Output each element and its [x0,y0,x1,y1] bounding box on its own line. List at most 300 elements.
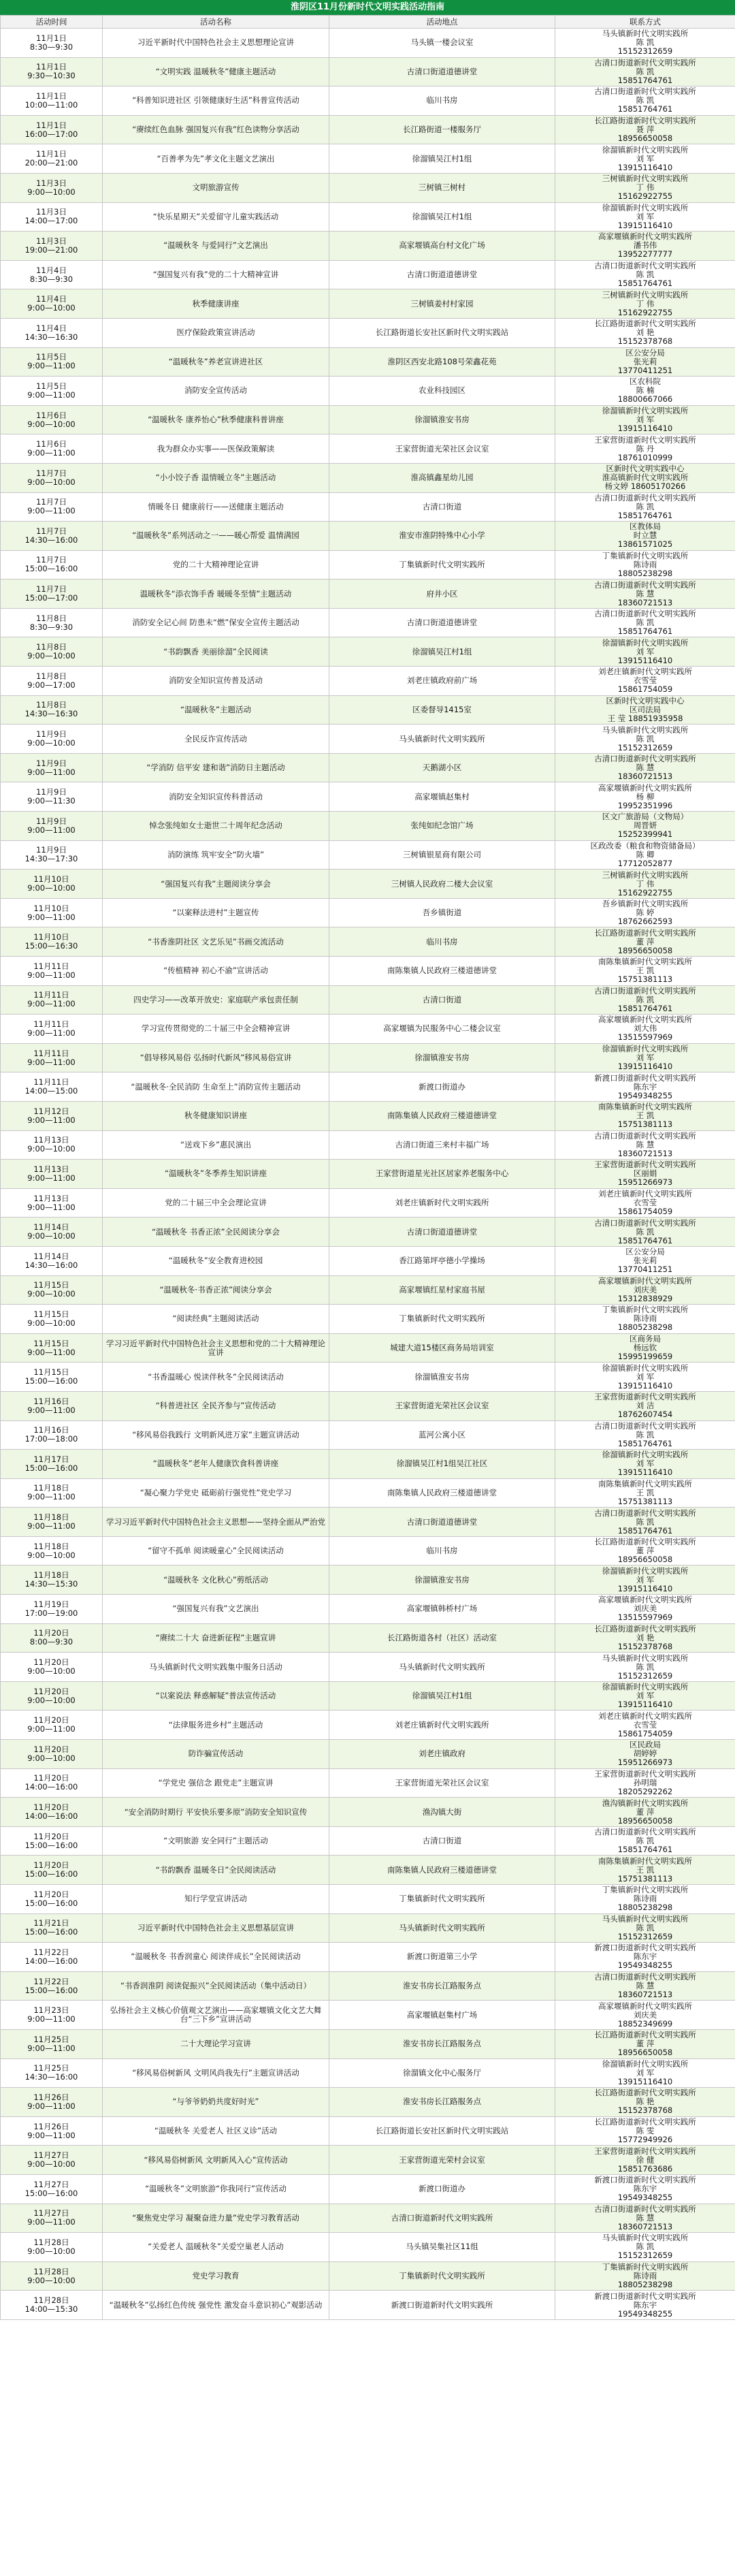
table-row [1,57,735,86]
contact-org: 长江路街道新时代文明实践所 [594,1623,696,1634]
activity-date: 11月20日 [33,1657,69,1668]
cell-time [1,86,103,116]
contact-phone: 15152312659 [617,1931,673,1941]
cell-activity-name: “凝心聚力学党史 砥砺前行强党性”党史学习 [103,1478,329,1508]
contact-org: 三树镇新时代文明实践所 [602,174,689,184]
activity-date: 11月18日 [33,1541,69,1551]
activity-time: 9:00—11:00 [27,767,76,777]
table-row [1,985,735,1015]
cell-activity-name: 秋季健康讲座 [103,289,329,319]
table-row [1,1218,735,1247]
cell-activity-name: “温暖秋冬”弘扬红色传统 强党性 激发奋斗意识初心”观影活动 [103,2291,329,2320]
activity-time: 9:00—10:00 [27,1231,76,1241]
cell-contact [555,870,735,899]
cell-place: 三树镇人民政府二楼大会议室 [329,870,555,899]
contact-person: 刘庆美 [633,1604,657,1614]
cell-time [1,1420,103,1450]
activity-time: 20:00—21:00 [24,158,78,168]
cell-place: 天鹅湖小区 [329,753,555,782]
contact-org: 区新时代文明实践中心 [606,695,685,705]
cell-activity-name: “文明旅游 安全同行”主题活动 [103,1826,329,1856]
cell-activity-name: 二十大理论学习宣讲 [103,2029,329,2058]
contact-person: 陈 婷 [636,908,655,918]
activity-date: 11月20日 [33,1715,69,1726]
cell-time [1,1913,103,1943]
cell-contact [555,812,735,841]
contact-org: 高家堰镇新时代文明实践所 [598,232,692,242]
table-row [1,1363,735,1392]
table-row [1,637,735,667]
activity-time: 14:30—16:00 [24,535,78,545]
cell-contact [555,1595,735,1624]
contact-org: 区政改委（粮食和物资储备局） [590,840,700,850]
contact-person: 陈 慧 [636,1981,655,1991]
contact-org: 徐溜镇新时代文明实践所 [602,1450,689,1460]
contact-person: 衣雪莹 [633,675,657,686]
contact-org: 刘老庄镇新时代文明实践所 [598,1189,692,1199]
contact-phone: 19549348255 [617,1960,673,1971]
activity-date: 11月3日 [36,236,67,246]
table-row [1,260,735,289]
activity-time: 9:00—11:00 [27,1028,76,1038]
contact-person: 陈 凯 [636,994,655,1004]
activity-date: 11月7日 [36,468,67,478]
table-row [1,86,735,116]
cell-time [1,522,103,551]
table-row [1,202,735,232]
contact-person: 陈东宇 [633,1081,657,1092]
contact-phone: 13952277777 [617,249,673,259]
activity-date: 11月20日 [33,1889,69,1899]
cell-time [1,1565,103,1595]
cell-place: 王家营街道光荣社区会议室 [329,1768,555,1798]
contact-phone: 18360721513 [617,1990,673,2000]
activity-date: 11月22日 [33,1976,69,1986]
cell-time [1,463,103,492]
activity-time: 9:00—11:00 [27,2101,76,2111]
cell-activity-name: “温暖秋冬”冬季养生知识讲座 [103,1160,329,1189]
activity-time: 9:00—10:00 [27,1666,76,1676]
activity-date: 11月18日 [33,1570,69,1580]
cell-contact [555,86,735,116]
cell-place: 高家堰镇红星村家庭书屋 [329,1275,555,1305]
activity-time: 15:00—16:00 [24,2188,78,2198]
contact-person: 陈 凯 [636,2242,655,2252]
contact-org: 古清口街道新时代文明实践所 [594,1218,696,1228]
cell-activity-name: “书香温暖心 悦读伴秋冬”全民阅读活动 [103,1363,329,1392]
activity-date: 11月5日 [36,381,67,391]
cell-place: 淮高镇鑫星幼儿园 [329,463,555,492]
table-row [1,1508,735,1537]
table-row [1,695,735,725]
contact-org: 马头镇新时代文明实践所 [602,29,689,39]
activity-date: 11月11日 [33,1019,69,1029]
cell-time [1,1856,103,1885]
cell-activity-name: “温暖秋冬”系列活动之一——暖心帮爱 温情满园 [103,522,329,551]
cell-activity-name: 党史学习教育 [103,2261,329,2291]
table-row [1,1826,735,1856]
cell-contact [555,782,735,812]
contact-person: 王 凯 [636,1111,655,1121]
cell-activity-name: “温暖秋冬”老年人健康饮食科普讲座 [103,1450,329,1479]
contact-phone: 18360721513 [617,772,673,782]
contact-phone: 15851764761 [617,75,673,85]
cell-time [1,1943,103,1972]
cell-place: 高家堰镇为民服务中心二楼会议室 [329,1015,555,1044]
cell-activity-name: 学习习近平新时代中国特色社会主义思想——坚持全面从严治党 [103,1508,329,1537]
cell-activity-name: “书香润淮阴 阅读促振兴”全民阅读活动（集中活动日） [103,1971,329,2001]
contact-org: 徐溜镇新时代文明实践所 [602,202,689,212]
contact-person: 陈诗雨 [633,1894,657,1904]
cell-time [1,1595,103,1624]
table-row [1,463,735,492]
cell-contact [555,1478,735,1508]
cell-time [1,2058,103,2088]
cell-time [1,1681,103,1711]
table-row [1,405,735,434]
cell-activity-name: 知行学堂宣讲活动 [103,1885,329,1914]
cell-time [1,1246,103,1275]
cell-activity-name: 我为群众办实事——医保政策解读 [103,434,329,464]
table-row [1,608,735,637]
table-row [1,492,735,522]
contact-phone: 15162922755 [617,887,673,897]
activity-time: 9:00—10:00 [27,477,76,487]
contact-org: 长江路街道新时代文明实践所 [594,116,696,126]
activity-date: 11月11日 [33,990,69,1000]
activity-date: 11月10日 [33,932,69,942]
cell-place: 刘老庄镇新时代文明实践所 [329,1711,555,1740]
cell-contact [555,1913,735,1943]
activity-date: 11月7日 [36,526,67,536]
table-row [1,1768,735,1798]
cell-activity-name: 马头镇新时代文明实践集中服务日活动 [103,1653,329,1682]
table-row [1,2261,735,2291]
cell-contact [555,202,735,232]
contact-phone: 15851764761 [617,1438,673,1448]
contact-org: 长江路街道新时代文明实践所 [594,2030,696,2040]
cell-activity-name: “倡导移风易俗 弘扬时代新风”移风易俗宣讲 [103,1043,329,1072]
activity-date: 11月27日 [33,2150,69,2161]
activity-time: 8:30—9:30 [29,622,74,632]
table-row [1,347,735,377]
cell-time [1,115,103,144]
table-row [1,434,735,464]
contact-phone: 15995199659 [617,1352,673,1362]
contact-org: 区民政局 [630,1740,661,1750]
contact-phone: 13915116410 [617,162,673,172]
contact-person: 陈 凯 [636,270,655,280]
contact-org: 古清口街道新时代文明实践所 [594,609,696,619]
contact-org: 徐溜镇新时代文明实践所 [602,1044,689,1054]
cell-activity-name: “温暖秋冬 康养怡心”秋季健康科普讲座 [103,405,329,434]
activity-time: 15:00—16:30 [24,941,78,951]
cell-time [1,2204,103,2233]
contact-phone: 15152378768 [617,1641,673,1651]
cell-contact [555,725,735,754]
activity-time: 9:00—10:00 [27,1144,76,1154]
contact-org: 丁集镇新时代文明实践所 [602,1305,689,1315]
cell-activity-name: “百善孝为先”孝文化主题文艺演出 [103,144,329,174]
activity-time: 15:00—16:00 [24,1840,78,1850]
cell-contact [555,463,735,492]
contact-org: 徐溜镇新时代文明实践所 [602,406,689,416]
table-row [1,2204,735,2233]
cell-activity-name: “传植精神 初心不渝”宣讲活动 [103,957,329,986]
contact-org: 高家堰镇新时代文明实践所 [598,1595,692,1605]
activity-date: 11月7日 [36,555,67,565]
contact-person: 丁 伟 [636,182,655,193]
contact-person: 淮高镇新时代文明实践所 [602,473,689,483]
activity-time: 9:00—11:00 [27,448,76,458]
table-row [1,522,735,551]
table-row [1,550,735,579]
cell-time [1,1508,103,1537]
contact-phone: 15861754059 [617,1728,673,1738]
activity-date: 11月18日 [33,1483,69,1493]
activity-time: 9:00—11:00 [27,2217,76,2227]
activity-time: 9:00—11:00 [27,389,76,400]
activity-date: 11月15日 [33,1309,69,1319]
cell-activity-name: “温暖秋冬”安全教育进校园 [103,1246,329,1275]
activity-date: 11月11日 [33,1048,69,1058]
cell-activity-name: “温暖秋冬 文化秋心”剪纸活动 [103,1565,329,1595]
contact-org: 高家堰镇新时代文明实践所 [598,2001,692,2011]
cell-place: 徐溜镇淮安书房 [329,1363,555,1392]
cell-place: 古清口街道 [329,492,555,522]
contact-phone: 15772949926 [617,2135,673,2145]
cell-contact [555,1623,735,1653]
contact-person: 区司法局 [630,704,661,714]
cell-contact [555,434,735,464]
table-row [1,1653,735,1682]
activity-date: 11月20日 [33,1744,69,1754]
cell-activity-name: “安全消防时期行 平安快乐要多原”消防安全知识宣传 [103,1798,329,1827]
table-row [1,1188,735,1218]
contact-person: 陈 凯 [636,1226,655,1237]
cell-time [1,434,103,464]
cell-activity-name: “书香淮阴社区 文艺乐见”书画交流活动 [103,927,329,957]
activity-date: 11月16日 [33,1396,69,1406]
contact-phone: 15751381113 [617,1873,673,1883]
contact-phone: 15162922755 [617,307,673,317]
contact-person: 刘庆美 [633,1284,657,1294]
cell-contact [555,1653,735,1682]
activity-date: 11月23日 [33,2005,69,2016]
activity-date: 11月20日 [33,1773,69,1783]
contact-org: 南陈集镇新时代文明实践所 [598,1856,692,1866]
activity-time: 15:00—16:00 [24,1985,78,1995]
cell-contact [555,637,735,667]
cell-activity-name: 温暖秋冬“添衣饰手香 暖暖冬至情”主题活动 [103,579,329,609]
column-header-time: 活动时间 [1,16,103,29]
cell-place: 丁集镇新时代文明实践所 [329,550,555,579]
cell-activity-name: 习近平新时代中国特色社会主义思想理论宣讲 [103,29,329,58]
cell-place: 蓝河公寓小区 [329,1420,555,1450]
cell-contact [555,29,735,58]
activity-date: 11月28日 [33,2266,69,2276]
cell-contact [555,1536,735,1565]
cell-activity-name: 党的二十届三中全会理论宣讲 [103,1188,329,1218]
cell-place: 长江路街道长安社区新时代文明实践站 [329,318,555,347]
cell-place: 三树镇三树村 [329,173,555,202]
cell-activity-name: “温暖秋冬”主题活动 [103,695,329,725]
activity-date: 11月6日 [36,410,67,420]
contact-phone: 15851764761 [617,279,673,289]
cell-time [1,2291,103,2320]
contact-person: 陈诗雨 [633,2271,657,2281]
activity-time: 8:00—9:30 [29,1637,74,1647]
cell-place: 古清口街道 [329,1826,555,1856]
cell-time [1,840,103,870]
table-row [1,1015,735,1044]
table-row [1,144,735,174]
activity-date: 11月15日 [33,1367,69,1378]
cell-time [1,927,103,957]
activity-time: 9:00—11:00 [27,2043,76,2053]
cell-contact [555,1856,735,1885]
cell-contact [555,1363,735,1392]
cell-activity-name: “移风易俗树新风 文明风尚我先行”主题宣讲活动 [103,2058,329,2088]
contact-phone: 13915116410 [617,1583,673,1593]
contact-phone: 18805238298 [617,2280,673,2290]
activity-time: 9:00—11:00 [27,1347,76,1357]
table-row [1,1305,735,1334]
cell-time [1,144,103,174]
cell-place: 王家营街道光荣村会议室 [329,2146,555,2175]
contact-person: 时立慧 [633,530,657,541]
cell-activity-name: “赓续二十大 奋进新征程”主题宣讲 [103,1623,329,1653]
cell-contact [555,1188,735,1218]
activity-time: 9:00—11:00 [27,912,76,922]
cell-place: 长江路街道一楼服务厅 [329,115,555,144]
table-row [1,2088,735,2117]
contact-phone: 18761010999 [617,452,673,462]
contact-person: 刘 军 [636,2067,655,2078]
contact-org: 王家营街道新时代文明实践所 [594,434,696,445]
cell-time [1,173,103,202]
contact-phone: 15851763686 [617,2163,673,2174]
contact-phone: 18360721513 [617,597,673,607]
cell-activity-name: “阅读经典”主题阅读活动 [103,1305,329,1334]
cell-contact [555,695,735,725]
contact-person: 陈 卿 [636,849,655,859]
cell-place: 临川书房 [329,927,555,957]
activity-time: 8:30—9:30 [29,274,74,284]
contact-phone: 18956650058 [617,133,673,144]
cell-activity-name: “与爷爷奶奶共度好时光” [103,2088,329,2117]
contact-person: 陈 慧 [636,1139,655,1149]
cell-place: 徐溜镇文化中心服务厅 [329,2058,555,2088]
cell-place: 长江路街道长安社区新时代文明实践站 [329,2116,555,2146]
cell-contact [555,1768,735,1798]
contact-person: 陈 凯 [636,66,655,76]
contact-person: 陈 凯 [636,37,655,48]
cell-contact [555,232,735,261]
cell-contact [555,2233,735,2262]
table-row [1,1943,735,1972]
cell-contact [555,260,735,289]
contact-person: 刘 军 [636,1574,655,1585]
contact-person: 刘 军 [636,1691,655,1701]
activity-date: 11月9日 [36,787,67,797]
contact-org: 区公安分局 [625,347,665,357]
activity-date: 11月7日 [36,497,67,507]
cell-place: 新渡口街道第三小学 [329,1943,555,1972]
activity-date: 11月14日 [33,1222,69,1233]
cell-activity-name: “快乐星期天”关爱留守儿童实践活动 [103,202,329,232]
contact-org: 古清口街道新时代文明实践所 [594,579,696,590]
activity-date: 11月15日 [33,1280,69,1290]
activity-date: 11月27日 [33,2179,69,2189]
activity-time: 14:30—15:30 [24,1579,78,1589]
contact-person: 刘 艳 [636,328,655,338]
cell-time [1,1450,103,1479]
cell-time [1,232,103,261]
contact-person: 董 萍 [636,1807,655,1817]
cell-activity-name: “移风易俗树新风 文明新风入心”宣传活动 [103,2146,329,2175]
cell-place: 三树镇姜村村家园 [329,289,555,319]
cell-contact [555,2291,735,2320]
cell-contact [555,927,735,957]
cell-place: 王家营街道光荣社区会议室 [329,1391,555,1420]
activity-time: 14:00—16:00 [24,1956,78,1966]
activity-date: 11月22日 [33,1947,69,1957]
activity-time: 9:00—10:00 [27,2159,76,2169]
table-row [1,2029,735,2058]
contact-phone: 19549348255 [617,2308,673,2319]
activity-date: 11月28日 [33,2237,69,2247]
contact-person: 王 凯 [636,966,655,976]
table-row [1,667,735,696]
contact-phone: 13915116410 [617,1062,673,1072]
cell-place: 马头镇一楼会议室 [329,29,555,58]
cell-contact [555,1305,735,1334]
cell-contact [555,1711,735,1740]
activity-time: 14:30—16:00 [24,2072,78,2082]
contact-person: 陈 慧 [636,588,655,599]
activity-time: 14:00—15:00 [24,1086,78,1096]
cell-contact [555,347,735,377]
contact-org: 徐溜镇新时代文明实践所 [602,1682,689,1692]
table-row [1,927,735,957]
contact-phone: 15152378768 [617,2105,673,2116]
cell-place: 渔沟镇大街 [329,1798,555,1827]
cell-time [1,1536,103,1565]
activity-date: 11月6日 [36,439,67,449]
table-row [1,1623,735,1653]
cell-activity-name: 党的二十大精神理论宣讲 [103,550,329,579]
contact-org: 新渡口街道新时代文明实践所 [594,1943,696,1953]
cell-activity-name: “温暖秋冬·书香正浓”阅读分享会 [103,1275,329,1305]
cell-activity-name: “小小饺子香 温情暖立冬”主题活动 [103,463,329,492]
cell-time [1,289,103,319]
contact-phone: 15252399941 [617,829,673,840]
contact-phone: 15162922755 [617,191,673,202]
cell-time [1,1391,103,1420]
table-row [1,1595,735,1624]
contact-phone: 15152312659 [617,2251,673,2261]
contact-phone: 18956650058 [617,945,673,955]
cell-place: 淮安市淮阴特殊中心小学 [329,522,555,551]
activity-date: 11月8日 [36,642,67,652]
cell-contact [555,753,735,782]
activity-date: 11月25日 [33,2063,69,2073]
contact-phone: 15751381113 [617,974,673,985]
contact-org: 古清口街道新时代文明实践所 [594,57,696,67]
activity-time: 9:00—11:00 [27,1115,76,1125]
table-row [1,1246,735,1275]
